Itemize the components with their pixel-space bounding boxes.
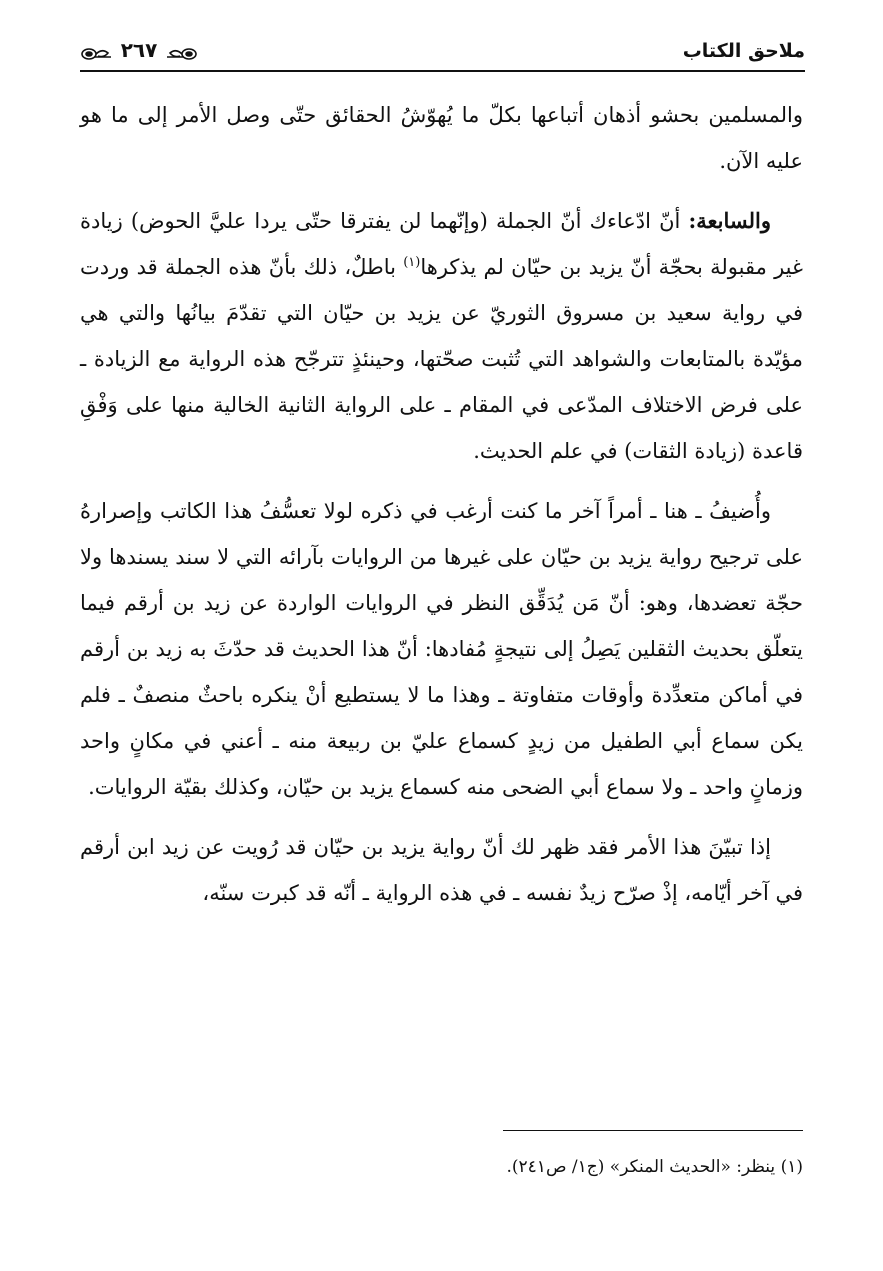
footnote-separator (503, 1130, 803, 1131)
paragraph-4: إذا تبيّنَ هذا الأمر فقد ظهر لك أنّ رواية يزيد بن حيّان قد رُويت عن زيد ابن أرقم في آخر أيّامه، إذْ صرّح زيدٌ نفسه ـ في هذه الرواية ـ أنّه قد كبرت سنّه، (80, 835, 803, 905)
paragraph-1: والمسلمين بحشو أذهان أتباعها بكلّ ما يُهوّشُ الحقائق حتّى وصل الأمر إلى ما هو عليه الآن. (80, 103, 803, 173)
paragraph-text: باطلٌ، ذلك بأنّ هذه الجملة قد وردت في رواية سعيد بن مسروق الثوريّ عن يزيد بن حيّان التي تقدّمَ بيانُها والتي هي مؤيّدة بالمتابعات والشواهد التي تُثبت صحّتها، وحينئذٍ تترجّح هذه الرواية مع الزيادة ـ على فرض الاختلاف المدّعى في المقام ـ على الرواية الثانية الخالية منها على وَفْقِ قاعدة (زيادة الثقات) في علم الحديث. (80, 255, 803, 463)
paragraph-text: أنّ ادّعاءك أنّ الجملة (وإنّهما لن يفترقا حتّى يردا عليَّ الحوض) زيادة غير مقبولة بحجّة أنّ يزيد بن حيّان لم يذكرها (80, 209, 803, 279)
page-header (80, 38, 805, 74)
paragraph-lead: والسابعة: (688, 208, 771, 233)
page-number-ornament (80, 38, 198, 66)
running-title: ملاحق الكتاب (682, 40, 805, 62)
main-text (80, 92, 803, 930)
header-rule (80, 70, 805, 72)
page-number: ٢٦٧ (120, 38, 158, 62)
footnote: (١) ينظر: «الحديث المنكر» (ج١/ ص٢٤١). (506, 1157, 803, 1177)
paragraph-2 (80, 198, 803, 474)
footnote-reference: (١) (403, 255, 421, 270)
paragraph-3: وأُضيفُ ـ هنا ـ أمراً آخر ما كنت أرغب في ذكره لولا تعسُّفُ هذا الكاتب وإصرارهُ على ترجيح رواية يزيد بن حيّان على غيرها من الروايات بآرائه التي لا سند يسندها ولا حجّة تعضدها، وهو: أنّ مَن يُدَقِّق النظر في الروايات الواردة عن زيد بن أرقم فيما يتعلّق بحديث الثقلين يَصِلُ إلى نتيجةٍ مُفادها: أنّ هذا الحديث قد حدّثَ به زيد بن أرقم في أماكن متعدِّدة وأوقات متفاوتة ـ وهذا ما لا يستطيع أنْ ينكره باحثٌ منصفٌ ـ فلم يكن سماع أبي الطفيل من زيدٍ كسماع عليّ بن ربيعة منه ـ أعني في مكانٍ واحد وزمانٍ واحد ـ ولا سماع أبي الضحى منه كسماع يزيد بن حيّان، وكذلك بقيّة الروايات. (80, 499, 803, 799)
